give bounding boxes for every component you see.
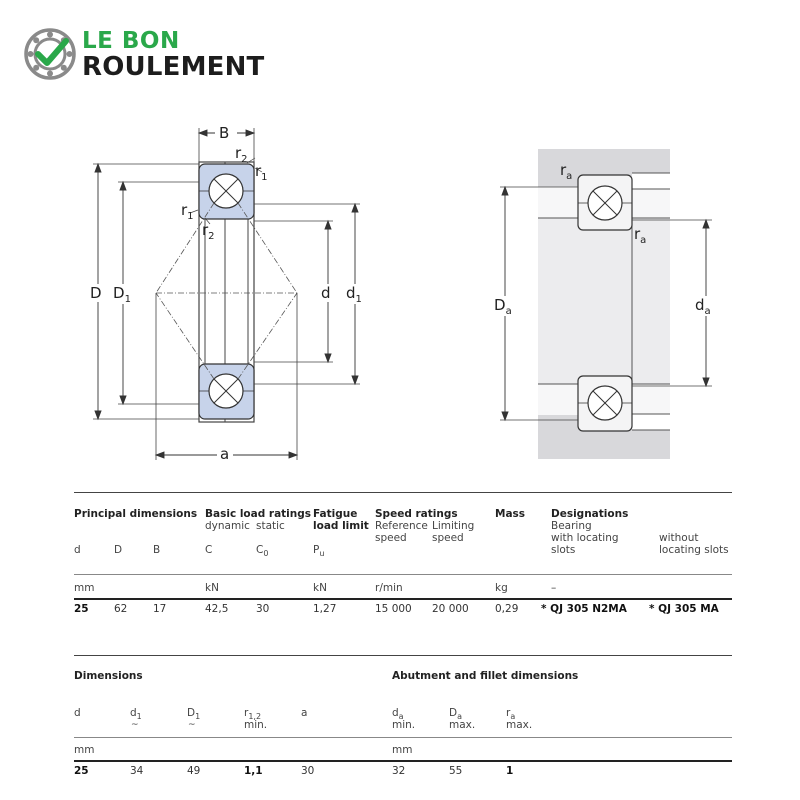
row-designation-without-slots: * QJ 305 MA	[649, 603, 719, 615]
hdr-limiting: Limiting	[432, 520, 475, 532]
unit-kg: kg	[495, 582, 508, 594]
sym2-Da-max: max.	[449, 719, 476, 731]
brand-line1: LE BON	[82, 28, 180, 54]
row-designation-with-slots: * QJ 305 N2MA	[541, 603, 627, 615]
sym2-da: $d_a$	[392, 707, 404, 722]
sym2-d1: $d_1$	[130, 707, 142, 722]
row-limiting-speed: 20 000	[432, 603, 469, 615]
label-B: B	[219, 124, 230, 142]
row-d: 25	[74, 603, 89, 615]
sym2-r12: $r_{1,2}$	[244, 707, 262, 722]
label-r1-top: $r_1$	[255, 162, 268, 183]
label-r1-left: $r_1$	[181, 201, 194, 222]
hdr-static: static	[256, 520, 285, 532]
sym2-ra-max: max.	[506, 719, 533, 731]
brand-line2: ROULEMENT	[82, 52, 265, 82]
label-D: D	[90, 284, 102, 302]
sym2-r12-min: min.	[244, 719, 268, 731]
unit-mm: mm	[74, 582, 95, 594]
sym2-D1: $D_1$	[187, 707, 201, 722]
row-D: 62	[114, 603, 128, 615]
label-d1: $d_1$	[346, 284, 362, 305]
hdr-dimensions: Dimensions	[74, 670, 143, 682]
table1-top-rule	[74, 492, 732, 493]
label-a: a	[220, 445, 230, 463]
unit2-mm-abutment: mm	[392, 744, 413, 756]
table1-mid-rule	[74, 574, 732, 575]
sym-C0: $C_0$	[256, 544, 269, 559]
unit2-mm-dimensions: mm	[74, 744, 95, 756]
row2-ra: 1	[506, 765, 514, 777]
row-C: 42,5	[205, 603, 229, 615]
bearing-mounting-diagram	[492, 149, 719, 459]
sym2-d: d	[74, 707, 81, 719]
hdr-dynamic: dynamic	[205, 520, 250, 532]
hdr-without: without	[659, 532, 699, 544]
hdr-reference: Reference	[375, 520, 428, 532]
hdr-bearing: Bearing	[551, 520, 592, 532]
sym2-Da: $D_a$	[449, 707, 462, 722]
label-da: $d_a$	[695, 296, 711, 317]
row2-d1: 34	[130, 765, 144, 777]
hdr-slots: slots	[551, 544, 576, 556]
ratings-table	[74, 492, 732, 622]
label-ra-top: $r_a$	[560, 161, 573, 182]
table1-data-rule	[74, 598, 732, 600]
row-Pu: 1,27	[313, 603, 337, 615]
sym2-D1-approx: ~	[188, 720, 196, 730]
label-r2-left: $r_2$	[202, 221, 215, 242]
bearing-drawing	[0, 100, 800, 480]
hdr-basic-load-ratings: Basic load ratings	[205, 508, 312, 520]
unit-dash: –	[551, 582, 557, 594]
label-r2-top: $r_2$	[235, 144, 248, 165]
label-Da: $D_a$	[494, 296, 512, 317]
hdr-abutment-fillet: Abutment and fillet dimensions	[392, 670, 579, 682]
row2-da: 32	[392, 765, 406, 777]
table2-data-rule	[74, 760, 732, 762]
sym2-a: a	[301, 707, 308, 719]
row2-a: 30	[301, 765, 315, 777]
sym-D: D	[114, 544, 123, 556]
bearing-check-icon	[24, 28, 78, 82]
row-reference-speed: 15 000	[375, 603, 412, 615]
sym-B: B	[153, 544, 161, 556]
unit-rmin: r/min	[375, 582, 403, 594]
row-B: 17	[153, 603, 167, 615]
row2-d: 25	[74, 765, 89, 777]
hdr-load-limit: load limit	[313, 520, 369, 532]
hdr-limiting-speed: speed	[432, 532, 464, 544]
hdr-without-locating-slots: locating slots	[659, 544, 729, 556]
sym-d: d	[74, 544, 81, 556]
hdr-mass: Mass	[495, 508, 526, 520]
unit-kN-fatigue: kN	[313, 582, 327, 594]
table2-top-rule	[74, 655, 732, 656]
label-ra-right: $r_a$	[634, 225, 647, 246]
hdr-principal-dimensions: Principal dimensions	[74, 508, 198, 520]
row2-D1: 49	[187, 765, 201, 777]
hdr-with-locating: with locating	[551, 532, 619, 544]
sym-Pu: $P_u$	[313, 544, 325, 559]
table2-mid-rule	[74, 737, 732, 738]
bearing-cross-section	[88, 124, 368, 464]
label-D1: $D_1$	[113, 284, 131, 305]
row-mass: 0,29	[495, 603, 519, 615]
sym2-ra: $r_a$	[506, 707, 516, 722]
dimensions-table	[74, 655, 732, 785]
brand-logo	[24, 26, 304, 86]
sym-C: C	[205, 544, 213, 556]
row2-Da: 55	[449, 765, 463, 777]
hdr-designations: Designations	[551, 508, 629, 520]
sym2-da-min: min.	[392, 719, 416, 731]
unit-kN-load: kN	[205, 582, 219, 594]
hdr-speed-ratings: Speed ratings	[375, 508, 458, 520]
hdr-reference-speed: speed	[375, 532, 407, 544]
row2-r12: 1,1	[244, 765, 263, 777]
hdr-fatigue: Fatigue	[313, 508, 358, 520]
row-C0: 30	[256, 603, 270, 615]
sym2-d1-approx: ~	[131, 720, 139, 730]
label-d: d	[321, 284, 331, 302]
